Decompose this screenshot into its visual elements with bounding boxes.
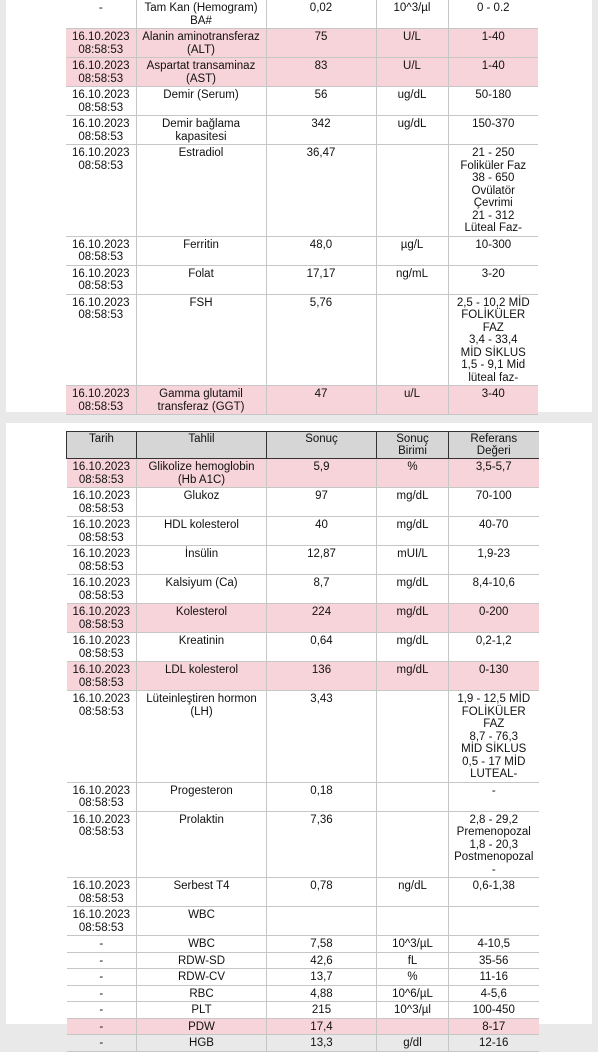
- cell-date: 16.10.2023 08:58:53: [67, 546, 137, 575]
- cell-reference: 100-450: [449, 1002, 539, 1019]
- cell-test: RDW-SD: [137, 952, 267, 969]
- cell-unit: µg/L: [376, 236, 448, 265]
- cell-unit: %: [377, 459, 449, 488]
- report-page-2: [6, 423, 592, 1049]
- table-row-flagged: [67, 662, 539, 691]
- cell-unit: 10^6/µL: [377, 985, 449, 1002]
- cell-date: 16.10.2023 08:58:53: [67, 907, 137, 936]
- cell-reference: 4-10,5: [449, 936, 539, 953]
- cell-unit: [377, 907, 449, 936]
- cell-unit: [376, 294, 448, 386]
- lab-results-table-page-1: [66, 0, 538, 415]
- cell-reference: 0 - 0.2: [448, 0, 538, 29]
- cell-test: RDW-CV: [137, 969, 267, 986]
- cell-date: -: [67, 1035, 137, 1052]
- table-row-flagged: [66, 58, 538, 87]
- cell-unit: 10^3/µL: [377, 936, 449, 953]
- cell-test: HGB: [137, 1035, 267, 1052]
- cell-result: 136: [267, 662, 377, 691]
- cell-reference: -: [449, 782, 539, 811]
- cell-test: LDL kolesterol: [137, 662, 267, 691]
- cell-unit: U/L: [376, 58, 448, 87]
- table-row: [66, 116, 538, 145]
- cell-date: 16.10.2023 08:58:53: [67, 662, 137, 691]
- cell-result: 13,7: [267, 969, 377, 986]
- table-row: [67, 782, 539, 811]
- table-row: [67, 488, 539, 517]
- cell-reference: 70-100: [449, 488, 539, 517]
- cell-date: 16.10.2023 08:58:53: [66, 87, 136, 116]
- header-reference: Referans Değeri: [449, 432, 539, 459]
- cell-test: Serbest T4: [137, 878, 267, 907]
- table-row: [67, 1002, 539, 1019]
- cell-reference: 1,9-23: [449, 546, 539, 575]
- cell-result: 7,58: [267, 936, 377, 953]
- table-row: [67, 691, 539, 783]
- cell-test: Kolesterol: [137, 604, 267, 633]
- cell-date: 16.10.2023 08:58:53: [67, 488, 137, 517]
- table-row: [67, 1035, 539, 1052]
- cell-reference: 35-56: [449, 952, 539, 969]
- cell-test: Estradiol: [136, 145, 266, 237]
- cell-test: WBC: [137, 907, 267, 936]
- header-date: Tarih: [67, 432, 137, 459]
- cell-unit: mg/dL: [377, 604, 449, 633]
- cell-unit: fL: [377, 952, 449, 969]
- table-row-flagged: [67, 604, 539, 633]
- cell-result: [267, 907, 377, 936]
- table-row-flagged: [67, 1018, 539, 1035]
- cell-test: Ferritin: [136, 236, 266, 265]
- cell-result: 48,0: [266, 236, 376, 265]
- cell-reference: [449, 907, 539, 936]
- cell-date: -: [66, 0, 136, 29]
- table-row: [66, 265, 538, 294]
- table-row: [67, 969, 539, 986]
- cell-date: 16.10.2023 08:58:53: [67, 691, 137, 783]
- cell-unit: 10^3/µl: [376, 0, 448, 29]
- cell-test: HDL kolesterol: [137, 517, 267, 546]
- cell-result: 342: [266, 116, 376, 145]
- cell-reference: 3-40: [448, 386, 538, 415]
- cell-date: 16.10.2023 08:58:53: [66, 116, 136, 145]
- cell-date: -: [67, 969, 137, 986]
- header-unit: Sonuç Birimi: [377, 432, 449, 459]
- cell-test: Prolaktin: [137, 811, 267, 878]
- cell-result: 5,76: [266, 294, 376, 386]
- cell-date: -: [67, 936, 137, 953]
- cell-unit: mg/dL: [377, 662, 449, 691]
- cell-reference: 0-130: [449, 662, 539, 691]
- cell-reference: 8-17: [449, 1018, 539, 1035]
- cell-date: 16.10.2023 08:58:53: [66, 29, 136, 58]
- table-row: [67, 985, 539, 1002]
- cell-result: 0,02: [266, 0, 376, 29]
- cell-reference: 3,5-5,7: [449, 459, 539, 488]
- cell-date: 16.10.2023 08:58:53: [66, 294, 136, 386]
- table-row: [66, 87, 538, 116]
- cell-test: Lüteinleştiren hormon (LH): [137, 691, 267, 783]
- cell-reference: 8,4-10,6: [449, 575, 539, 604]
- cell-result: 36,47: [266, 145, 376, 237]
- cell-reference: 1,9 - 12,5 MİD FOLİKÜLER FAZ 8,7 - 76,3 MİD SİKLUS 0,5 - 17 MİD LUTEAL-: [449, 691, 539, 783]
- table-row: [66, 0, 538, 29]
- cell-unit: U/L: [376, 29, 448, 58]
- cell-result: 12,87: [267, 546, 377, 575]
- cell-unit: mg/dL: [377, 575, 449, 604]
- cell-reference: 4-5,6: [449, 985, 539, 1002]
- cell-result: 56: [266, 87, 376, 116]
- cell-date: 16.10.2023 08:58:53: [67, 782, 137, 811]
- cell-date: 16.10.2023 08:58:53: [66, 145, 136, 237]
- cell-date: -: [67, 1002, 137, 1019]
- table-row: [66, 145, 538, 237]
- cell-date: 16.10.2023 08:58:53: [67, 517, 137, 546]
- table-row: [67, 575, 539, 604]
- cell-date: -: [67, 952, 137, 969]
- cell-result: 0,78: [267, 878, 377, 907]
- cell-test: Gamma glutamil transferaz (GGT): [136, 386, 266, 415]
- cell-reference: 2,8 - 29,2 Premenopozal 1,8 - 20,3 Postmenopozal -: [449, 811, 539, 878]
- cell-reference: 11-16: [449, 969, 539, 986]
- cell-unit: g/dl: [377, 1035, 449, 1052]
- cell-unit: %: [377, 969, 449, 986]
- header-result: Sonuç: [267, 432, 377, 459]
- cell-unit: ug/dL: [376, 87, 448, 116]
- cell-reference: 40-70: [449, 517, 539, 546]
- cell-date: 16.10.2023 08:58:53: [67, 575, 137, 604]
- table-row-flagged: [67, 459, 539, 488]
- cell-test: WBC: [137, 936, 267, 953]
- table-row-flagged: [66, 386, 538, 415]
- cell-reference: 12-16: [449, 1035, 539, 1052]
- cell-date: 16.10.2023 08:58:53: [67, 633, 137, 662]
- table-row: [67, 952, 539, 969]
- table-row: [67, 878, 539, 907]
- cell-result: 17,4: [267, 1018, 377, 1035]
- cell-unit: mUI/L: [377, 546, 449, 575]
- cell-test: Kalsiyum (Ca): [137, 575, 267, 604]
- cell-reference: 50-180: [448, 87, 538, 116]
- cell-result: 3,43: [267, 691, 377, 783]
- cell-reference: 0,2-1,2: [449, 633, 539, 662]
- cell-date: -: [67, 985, 137, 1002]
- cell-unit: [377, 811, 449, 878]
- cell-reference: 3-20: [448, 265, 538, 294]
- cell-unit: [377, 782, 449, 811]
- cell-test: İnsülin: [137, 546, 267, 575]
- table-row: [66, 294, 538, 386]
- cell-result: 0,64: [267, 633, 377, 662]
- cell-unit: [377, 691, 449, 783]
- table-row: [67, 546, 539, 575]
- cell-result: 75: [266, 29, 376, 58]
- cell-reference: 1-40: [448, 29, 538, 58]
- cell-test: Kreatinin: [137, 633, 267, 662]
- table-row: [67, 936, 539, 953]
- lab-results-table-page-2: [66, 431, 539, 1052]
- header-test: Tahlil: [137, 432, 267, 459]
- table-row: [67, 907, 539, 936]
- cell-result: 4,88: [267, 985, 377, 1002]
- cell-unit: [377, 1018, 449, 1035]
- cell-reference: 21 - 250 Foliküler Faz 38 - 650 Ovülatör Çevrimi 21 - 312 Lüteal Faz-: [448, 145, 538, 237]
- table-row: [66, 236, 538, 265]
- table-row: [67, 633, 539, 662]
- cell-test: Aspartat transaminaz (AST): [136, 58, 266, 87]
- cell-test: Progesteron: [137, 782, 267, 811]
- cell-reference: 150-370: [448, 116, 538, 145]
- cell-date: 16.10.2023 08:58:53: [67, 878, 137, 907]
- cell-result: 13,3: [267, 1035, 377, 1052]
- cell-result: 83: [266, 58, 376, 87]
- cell-date: 16.10.2023 08:58:53: [67, 459, 137, 488]
- cell-unit: u/L: [376, 386, 448, 415]
- report-page-1: [6, 0, 592, 412]
- cell-test: Folat: [136, 265, 266, 294]
- cell-test: Demir (Serum): [136, 87, 266, 116]
- cell-reference: 10-300: [448, 236, 538, 265]
- cell-result: 47: [266, 386, 376, 415]
- cell-unit: mg/dL: [377, 517, 449, 546]
- table-header-row: [67, 432, 539, 459]
- cell-unit: [376, 145, 448, 237]
- table-row: [67, 517, 539, 546]
- cell-test: Glikolize hemoglobin (Hb A1C): [137, 459, 267, 488]
- cell-test: PLT: [137, 1002, 267, 1019]
- cell-date: -: [67, 1018, 137, 1035]
- cell-test: RBC: [137, 985, 267, 1002]
- cell-test: Tam Kan (Hemogram) BA#: [136, 0, 266, 29]
- cell-unit: mg/dL: [377, 633, 449, 662]
- cell-result: 40: [267, 517, 377, 546]
- cell-result: 5,9: [267, 459, 377, 488]
- cell-date: 16.10.2023 08:58:53: [66, 236, 136, 265]
- cell-date: 16.10.2023 08:58:53: [66, 386, 136, 415]
- cell-reference: 1-40: [448, 58, 538, 87]
- cell-test: Glukoz: [137, 488, 267, 517]
- table-row: [67, 811, 539, 878]
- cell-date: 16.10.2023 08:58:53: [67, 604, 137, 633]
- cell-result: 7,36: [267, 811, 377, 878]
- cell-test: FSH: [136, 294, 266, 386]
- cell-reference: 0-200: [449, 604, 539, 633]
- cell-date: 16.10.2023 08:58:53: [67, 811, 137, 878]
- cell-result: 42,6: [267, 952, 377, 969]
- cell-unit: 10^3/µl: [377, 1002, 449, 1019]
- cell-unit: mg/dL: [377, 488, 449, 517]
- cell-result: 97: [267, 488, 377, 517]
- cell-test: PDW: [137, 1018, 267, 1035]
- cell-date: 16.10.2023 08:58:53: [66, 265, 136, 294]
- cell-result: 8,7: [267, 575, 377, 604]
- cell-date: 16.10.2023 08:58:53: [66, 58, 136, 87]
- table-row-flagged: [66, 29, 538, 58]
- cell-unit: ng/dL: [377, 878, 449, 907]
- cell-unit: ug/dL: [376, 116, 448, 145]
- cell-unit: ng/mL: [376, 265, 448, 294]
- cell-test: Alanin aminotransferaz (ALT): [136, 29, 266, 58]
- cell-test: Demir bağlama kapasitesi: [136, 116, 266, 145]
- cell-result: 224: [267, 604, 377, 633]
- cell-result: 17,17: [266, 265, 376, 294]
- cell-reference: 2,5 - 10,2 MİD FOLİKÜLER FAZ 3,4 - 33,4 MİD SİKLUS 1,5 - 9,1 Mid lüteal faz-: [448, 294, 538, 386]
- cell-reference: 0,6-1,38: [449, 878, 539, 907]
- cell-result: 0,18: [267, 782, 377, 811]
- cell-result: 215: [267, 1002, 377, 1019]
